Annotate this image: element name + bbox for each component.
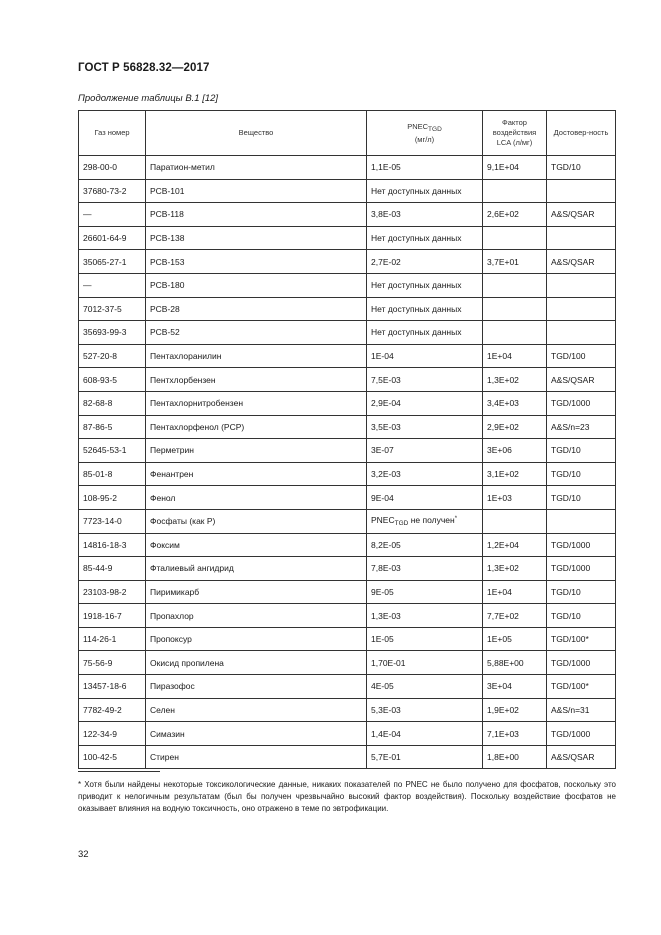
reliability-cell [547, 509, 616, 533]
col-header-pnec [367, 111, 483, 156]
reliability-cell: TGD/1000 [547, 722, 616, 746]
pnec-cell: 3E-07 [367, 439, 483, 463]
table-row [79, 203, 616, 227]
lca-cell: 1E+04 [483, 344, 547, 368]
reliability-cell [547, 273, 616, 297]
pnec-cell: 5,3E-03 [367, 698, 483, 722]
cas-cell: 85-01-8 [79, 462, 146, 486]
substance-cell: PCB-28 [146, 297, 367, 321]
pnec-text: PNEC [371, 515, 395, 526]
substance-cell: Паратион-метил [146, 156, 367, 180]
substance-cell: PCB-118 [146, 203, 367, 227]
substance-cell: Окисид пропилена [146, 651, 367, 675]
cas-cell: 608-93-5 [79, 368, 146, 392]
table-row [79, 273, 616, 297]
lca-cell: 1,3E+02 [483, 368, 547, 392]
substance-cell: Пиразофос [146, 675, 367, 699]
lca-cell: 5,88E+00 [483, 651, 547, 675]
pnec-cell: 7,8E-03 [367, 557, 483, 581]
pnec-cell: 7,5E-03 [367, 368, 483, 392]
cas-cell: 85-44-9 [79, 557, 146, 581]
substance-cell: PCB-52 [146, 321, 367, 345]
cas-cell: 298-00-0 [79, 156, 146, 180]
pnec-cell: 1E-05 [367, 627, 483, 651]
table-row [79, 580, 616, 604]
pnec-cell: Нет доступных данных [367, 321, 483, 345]
cas-cell: 82-68-8 [79, 391, 146, 415]
pnec-cell: Нет доступных данных [367, 273, 483, 297]
lca-cell: 3,7E+01 [483, 250, 547, 274]
pnec-cell [367, 509, 483, 533]
pnec-cell: 1,3E-03 [367, 604, 483, 628]
reliability-cell: TGD/10 [547, 604, 616, 628]
reliability-cell: TGD/100* [547, 675, 616, 699]
reliability-cell: TGD/10 [547, 462, 616, 486]
substance-cell: Фенантрен [146, 462, 367, 486]
lca-cell: 1,8E+00 [483, 745, 547, 769]
cas-cell: 37680-73-2 [79, 179, 146, 203]
footnote: * Хотя были найдены некоторые токсикологические данные, никаких показателей по PNEC не было получено для фосфатов, поскольку это приводит к нелогичным результатам (был бы получен чрезвычайно высокий фактор воздействия). Поскольку воздействие фосфатов не оказывает влияния на водную токсичность, оно отражено в теме по эвтрофикации. [78, 780, 616, 813]
reliability-cell [547, 297, 616, 321]
table-row [79, 462, 616, 486]
table-row [79, 486, 616, 510]
substance-cell: Симазин [146, 722, 367, 746]
table-row [79, 675, 616, 699]
reliability-cell: TGD/10 [547, 580, 616, 604]
page-number: 32 [78, 849, 89, 860]
pnec-cell: 1,70E-01 [367, 651, 483, 675]
substance-cell: Фталиевый ангидрид [146, 557, 367, 581]
cas-cell: 7723-14-0 [79, 509, 146, 533]
cas-cell: 52645-53-1 [79, 439, 146, 463]
pnec-cell: 4E-05 [367, 675, 483, 699]
table-body [79, 156, 616, 769]
table-row [79, 604, 616, 628]
pnec-cell: 9E-04 [367, 486, 483, 510]
cas-cell: — [79, 203, 146, 227]
lca-cell [483, 179, 547, 203]
reliability-cell: TGD/100* [547, 627, 616, 651]
cas-cell: 1918-16-7 [79, 604, 146, 628]
substance-cell: PCB-138 [146, 226, 367, 250]
reliability-cell: TGD/10 [547, 439, 616, 463]
cas-cell: 100-42-5 [79, 745, 146, 769]
pnec-subscript: TGD [394, 520, 409, 528]
pnec-cell: 3,2E-03 [367, 462, 483, 486]
pnec-cell: 1E-04 [367, 344, 483, 368]
reliability-cell: A&S/QSAR [547, 203, 616, 227]
pnec-cell: 5,7E-01 [367, 745, 483, 769]
substance-cell: Пропахлор [146, 604, 367, 628]
lca-cell: 1E+03 [483, 486, 547, 510]
table-row [79, 226, 616, 250]
table-row [79, 509, 616, 533]
pnec-note: не получен [408, 515, 455, 526]
reliability-cell: TGD/100 [547, 344, 616, 368]
cas-cell: 114-26-1 [79, 627, 146, 651]
cas-cell: 7782-49-2 [79, 698, 146, 722]
cas-cell: 75-56-9 [79, 651, 146, 675]
reliability-cell [547, 321, 616, 345]
substance-table [78, 110, 616, 769]
substance-cell: PCB-153 [146, 250, 367, 274]
substance-cell: PCB-180 [146, 273, 367, 297]
table-row [79, 179, 616, 203]
substance-cell: Пентхлорбензен [146, 368, 367, 392]
substance-cell: Фосфаты (как P) [146, 509, 367, 533]
cas-cell: — [79, 273, 146, 297]
lca-cell: 3E+06 [483, 439, 547, 463]
cas-cell: 14816-18-3 [79, 533, 146, 557]
lca-cell: 2,6E+02 [483, 203, 547, 227]
table-row [79, 557, 616, 581]
reliability-cell [547, 179, 616, 203]
reliability-cell: TGD/1000 [547, 391, 616, 415]
substance-cell: Пентахлоранилин [146, 344, 367, 368]
lca-cell: 1,3E+02 [483, 557, 547, 581]
lca-cell: 7,1E+03 [483, 722, 547, 746]
pnec-cell: Нет доступных данных [367, 226, 483, 250]
pnec-cell: Нет доступных данных [367, 297, 483, 321]
table-row [79, 391, 616, 415]
lca-cell: 1,9E+02 [483, 698, 547, 722]
substance-cell: PCB-101 [146, 179, 367, 203]
cas-cell: 13457-18-6 [79, 675, 146, 699]
lca-cell: 1E+05 [483, 627, 547, 651]
substance-cell: Фенол [146, 486, 367, 510]
reliability-cell: TGD/10 [547, 486, 616, 510]
table-row [79, 722, 616, 746]
lca-cell: 9,1E+04 [483, 156, 547, 180]
cas-cell: 527-20-8 [79, 344, 146, 368]
reliability-cell [547, 226, 616, 250]
reliability-cell: A&S/n=31 [547, 698, 616, 722]
lca-cell [483, 297, 547, 321]
pnec-cell: Нет доступных данных [367, 179, 483, 203]
substance-cell: Фоксим [146, 533, 367, 557]
table-row [79, 321, 616, 345]
substance-cell: Пропоксур [146, 627, 367, 651]
pnec-unit: (мг/л) [414, 134, 435, 144]
cas-cell: 87-86-5 [79, 415, 146, 439]
reliability-cell: TGD/1000 [547, 533, 616, 557]
pnec-cell: 3,5E-03 [367, 415, 483, 439]
lca-cell [483, 273, 547, 297]
standard-header: ГОСТ Р 56828.32—2017 [78, 62, 210, 74]
table-row [79, 651, 616, 675]
pnec-sub: TGD [428, 125, 442, 133]
pnec-cell: 9E-05 [367, 580, 483, 604]
lca-cell: 2,9E+02 [483, 415, 547, 439]
substance-cell: Пентахлорфенол (PCP) [146, 415, 367, 439]
lca-cell: 3E+04 [483, 675, 547, 699]
substance-cell: Пиримикарб [146, 580, 367, 604]
col-header-reliability: Достовер-ность [547, 111, 616, 156]
table-header-row [79, 111, 616, 156]
col-header-lca: Фактор воздействия LCA (л/мг) [483, 111, 547, 156]
cas-cell: 35065-27-1 [79, 250, 146, 274]
table-row [79, 368, 616, 392]
col-header-cas: Газ номер [79, 111, 146, 156]
substance-cell: Стирен [146, 745, 367, 769]
pnec-cell: 1,1E-05 [367, 156, 483, 180]
col-header-substance: Вещество [146, 111, 367, 156]
substance-cell: Селен [146, 698, 367, 722]
pnec-cell: 8,2E-05 [367, 533, 483, 557]
reliability-cell: A&S/QSAR [547, 368, 616, 392]
reliability-cell: TGD/1000 [547, 651, 616, 675]
cas-cell: 35693-99-3 [79, 321, 146, 345]
reliability-cell: A&S/QSAR [547, 745, 616, 769]
substance-cell: Пентахлорнитробензен [146, 391, 367, 415]
table-row [79, 627, 616, 651]
lca-cell [483, 321, 547, 345]
cas-cell: 122-34-9 [79, 722, 146, 746]
table-caption: Продолжение таблицы В.1 [12] [78, 93, 219, 104]
pnec-cell: 2,9E-04 [367, 391, 483, 415]
table-row [79, 344, 616, 368]
table-row [79, 415, 616, 439]
lca-cell: 3,1E+02 [483, 462, 547, 486]
table-row [79, 533, 616, 557]
lca-cell: 7,7E+02 [483, 604, 547, 628]
lca-cell: 1,2E+04 [483, 533, 547, 557]
reliability-cell: A&S/n=23 [547, 415, 616, 439]
cas-cell: 26601-64-9 [79, 226, 146, 250]
footnote-marker: * [454, 516, 458, 523]
table-row [79, 745, 616, 769]
reliability-cell: TGD/1000 [547, 557, 616, 581]
cas-cell: 7012-37-5 [79, 297, 146, 321]
pnec-cell: 3,8E-03 [367, 203, 483, 227]
lca-cell [483, 226, 547, 250]
lca-cell [483, 509, 547, 533]
table-row [79, 250, 616, 274]
table-row [79, 439, 616, 463]
cas-cell: 108-95-2 [79, 486, 146, 510]
pnec-cell: 2,7E-02 [367, 250, 483, 274]
substance-cell: Перметрин [146, 439, 367, 463]
pnec-label: PNEC [407, 121, 429, 131]
footnote-separator [78, 771, 160, 772]
table-row [79, 698, 616, 722]
lca-cell: 1E+04 [483, 580, 547, 604]
reliability-cell: TGD/10 [547, 156, 616, 180]
lca-cell: 3,4E+03 [483, 391, 547, 415]
table-row [79, 297, 616, 321]
reliability-cell: A&S/QSAR [547, 250, 616, 274]
table-row [79, 156, 616, 180]
pnec-cell: 1,4E-04 [367, 722, 483, 746]
cas-cell: 23103-98-2 [79, 580, 146, 604]
